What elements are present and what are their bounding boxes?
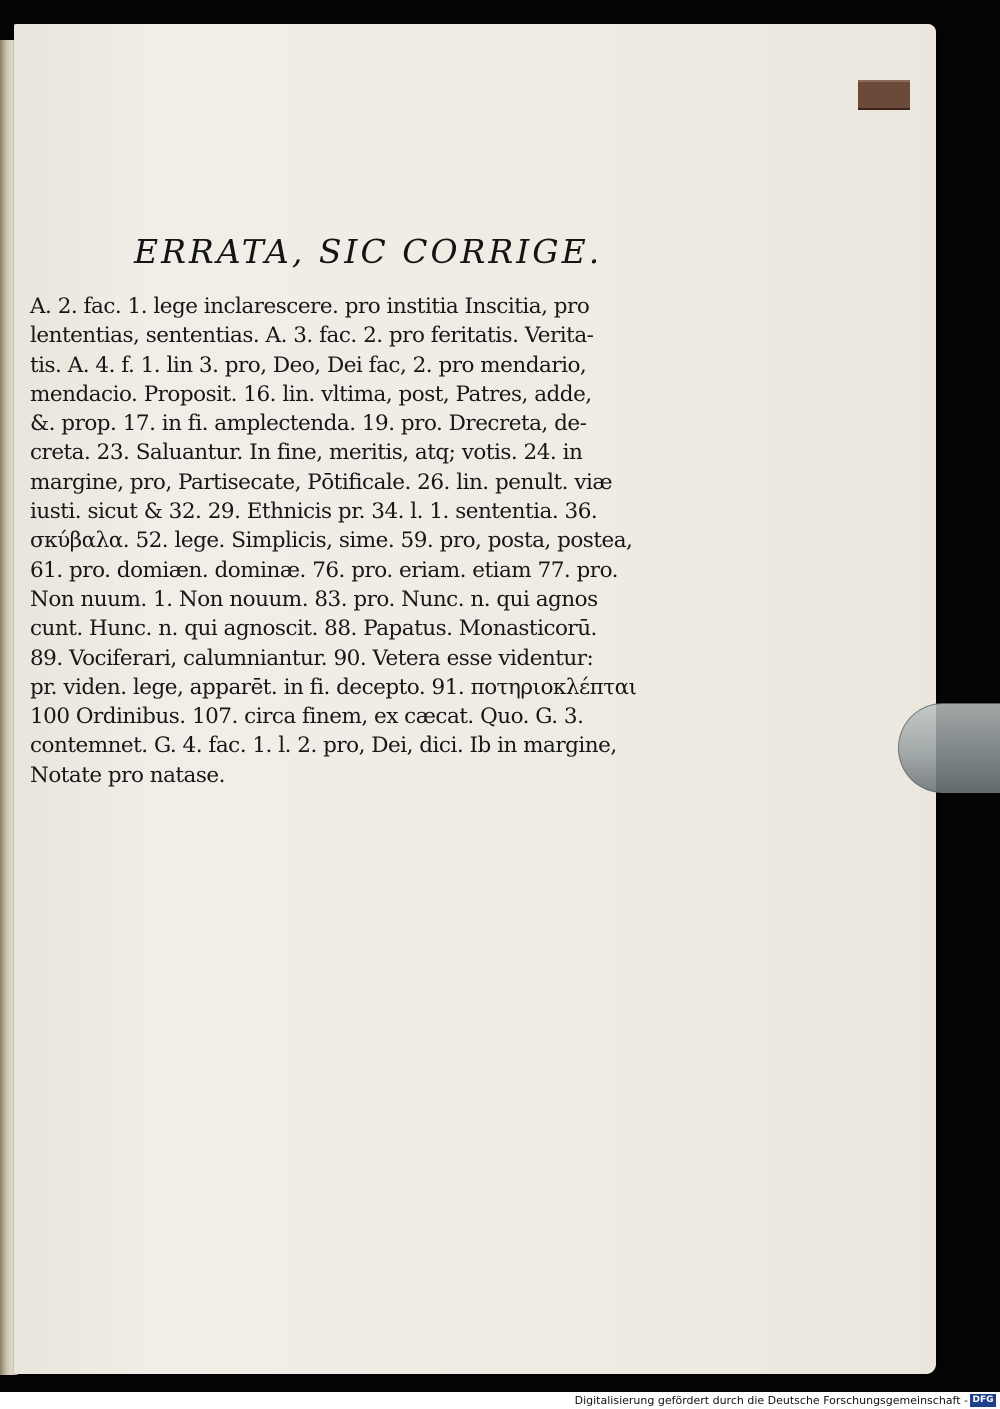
errata-line: mendacio. Proposit. 16. lin. vltima, post, Patres, adde, bbox=[30, 381, 592, 407]
errata-line: 100 Ordinibus. 107. circa finem, ex cæcat. Quo. G. 3. bbox=[30, 704, 584, 730]
errata-line: lententias, sententias. A. 3. fac. 2. pro feritatis. Verita- bbox=[30, 323, 594, 349]
errata-line: 61. pro. domiæn. dominæ. 76. pro. eriam. etiam 77. pro. bbox=[30, 557, 618, 583]
errata-line: &. prop. 17. in fi. amplectenda. 19. pro. Drecreta, de- bbox=[30, 411, 587, 437]
errata-line: Non nuum. 1. Non nouum. 83. pro. Nunc. n. qui agnos bbox=[30, 586, 598, 612]
page-clip-holder bbox=[898, 703, 1000, 793]
errata-line: creta. 23. Saluantur. In fine, meritis, atq; votis. 24. in bbox=[30, 440, 583, 466]
errata-text-block bbox=[30, 292, 678, 790]
errata-line: cunt. Hunc. n. qui agnoscit. 88. Papatus. Monasticorū. bbox=[30, 616, 597, 642]
errata-line: 89. Vociferari, calumniantur. 90. Vetera esse videntur: bbox=[30, 645, 594, 671]
page-tab-marker bbox=[858, 80, 910, 110]
book-page bbox=[14, 24, 936, 1374]
errata-line: contemnet. G. 4. fac. 1. l. 2. pro, Dei, dici. Ib in margine, bbox=[30, 733, 617, 759]
errata-line: tis. A. 4. f. 1. lin 3. pro, Deo, Dei fac, 2. pro mendario, bbox=[30, 352, 587, 378]
errata-line: Notate pro natase. bbox=[30, 762, 225, 788]
dfg-logo-icon[interactable]: DFG bbox=[970, 1394, 996, 1407]
errata-line: iusti. sicut & 32. 29. Ethnicis pr. 34. l. 1. sententia. 36. bbox=[30, 499, 598, 525]
errata-line: margine, pro, Partisecate, Pōtificale. 26. lin. penult. viæ bbox=[30, 469, 613, 495]
errata-line: pr. viden. lege, apparēt. in fi. decepto. 91. ποτηριοκλέπται bbox=[30, 674, 637, 700]
errata-line: σκύβαλα. 52. lege. Simplicis, sime. 59. pro, posta, postea, bbox=[30, 528, 633, 554]
digitization-footer bbox=[0, 1392, 1000, 1409]
errata-line: A. 2. fac. 1. lege inclarescere. pro institia Inscitia, pro bbox=[30, 294, 590, 319]
page-heading: ERRATA, SIC CORRIGE. bbox=[134, 232, 603, 271]
funding-credit-text: Digitalisierung gefördert durch die Deutsche Forschungsgemeinschaft - bbox=[574, 1394, 968, 1407]
